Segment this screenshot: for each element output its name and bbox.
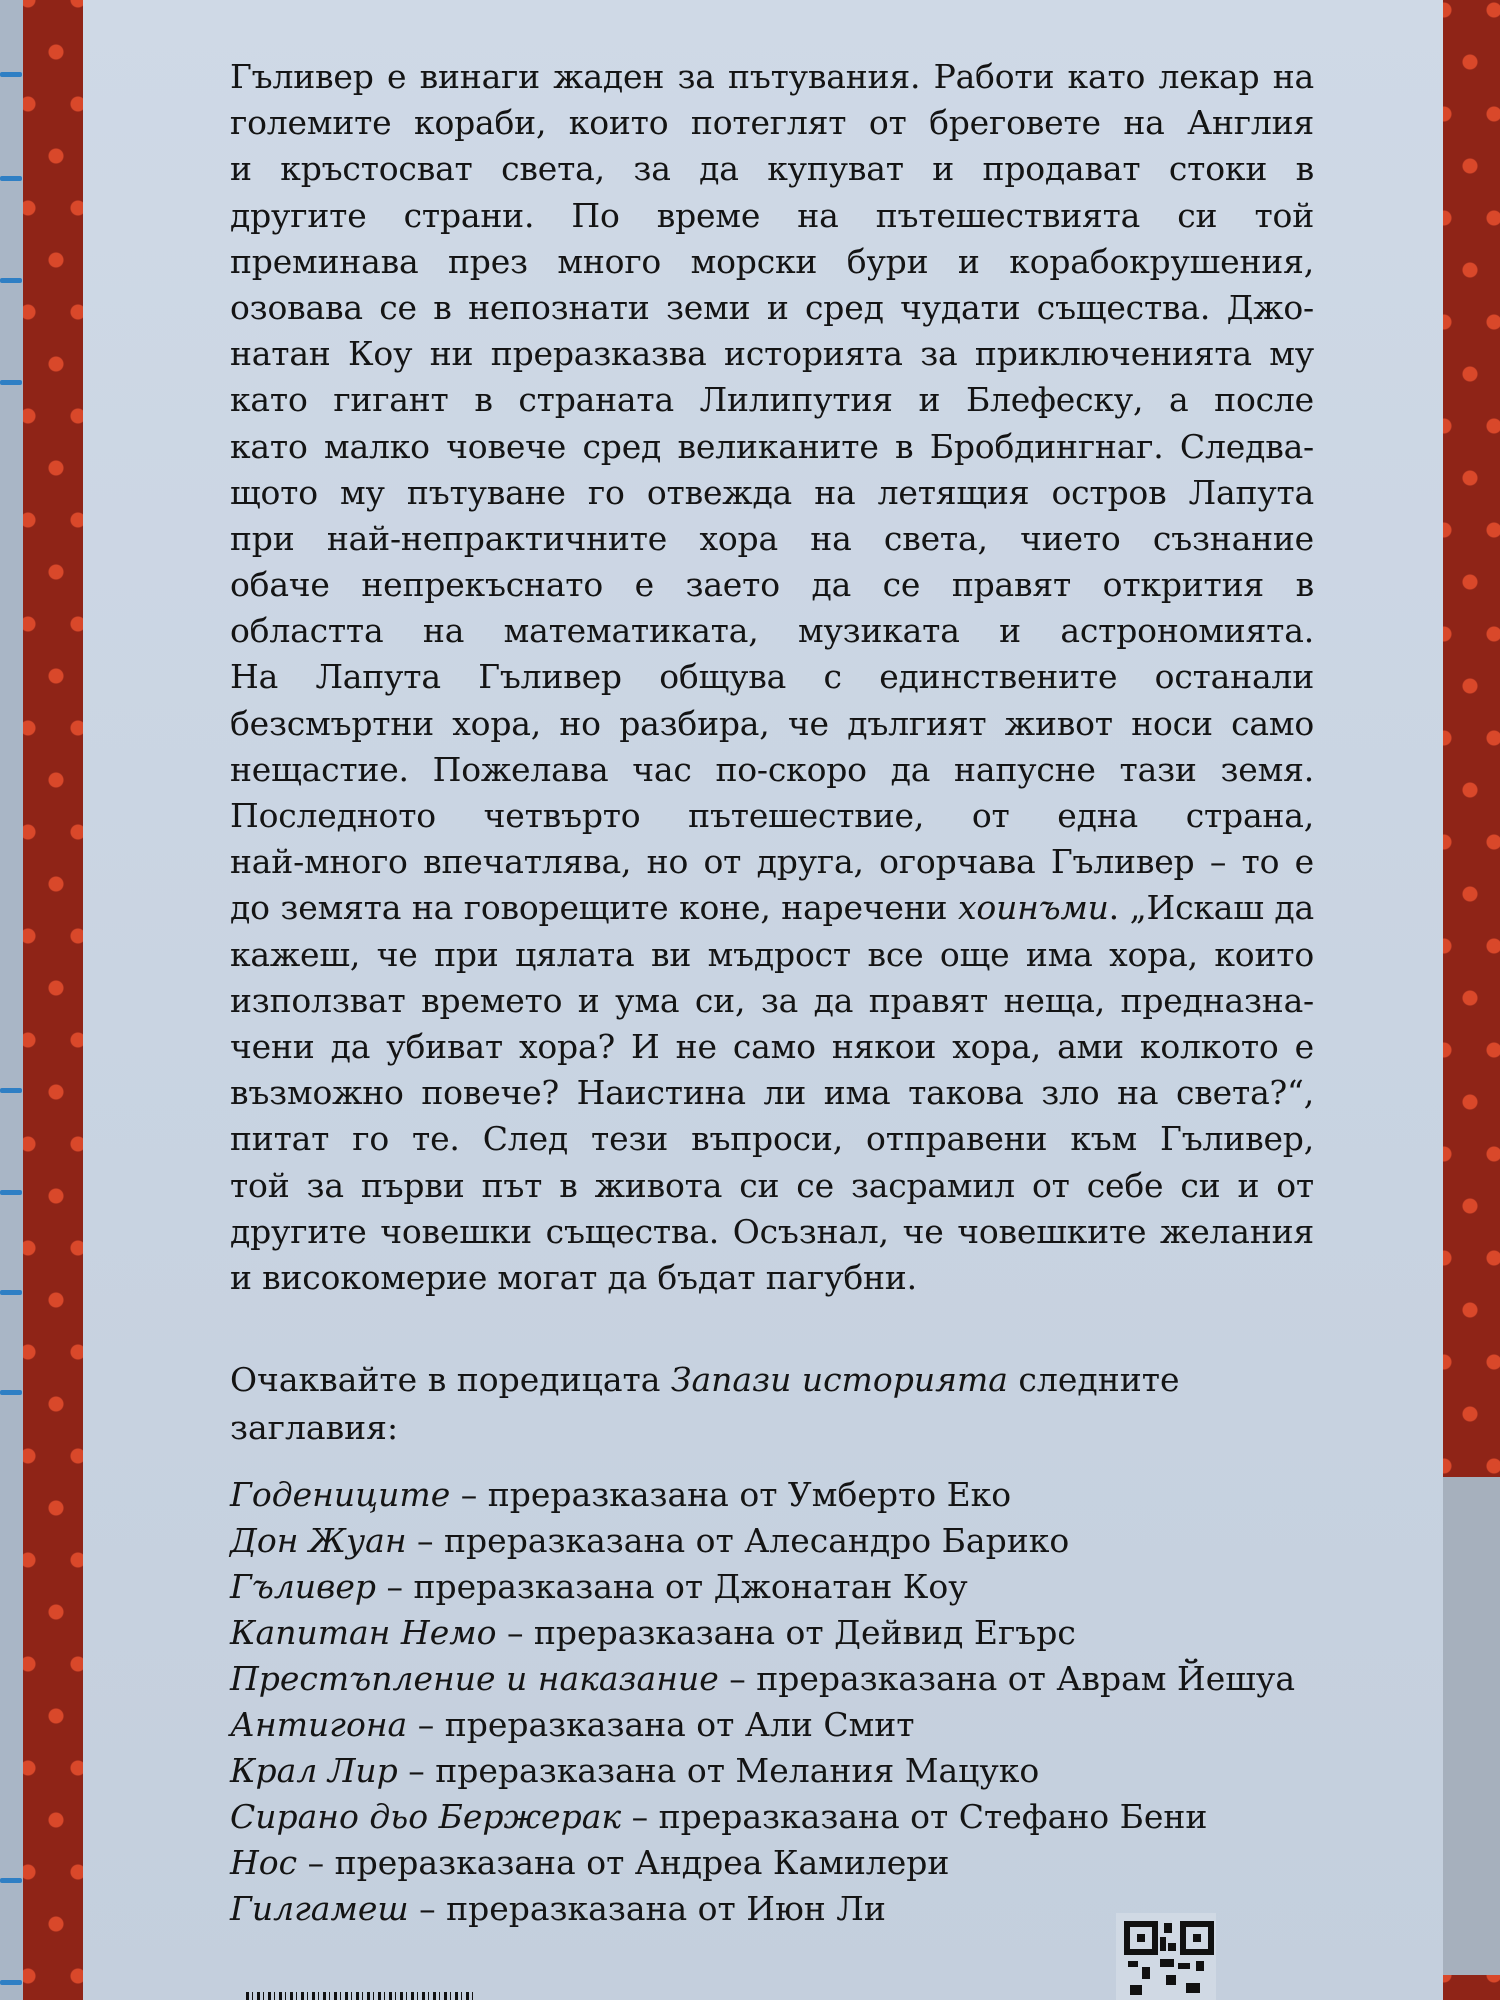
series-intro-text-end: следните <box>1007 1360 1180 1399</box>
series-list-item <box>230 1564 1330 1610</box>
spine-mark <box>0 380 22 385</box>
qr-code-icon <box>1116 1913 1216 2000</box>
series-list-item <box>230 1702 1330 1748</box>
spine-mark <box>0 1878 22 1883</box>
book-title: Дон Жуан <box>230 1521 407 1560</box>
book-title: Антигона <box>230 1705 408 1744</box>
blurb-line: големите кораби, които потеглят от бреговете на Англия <box>230 103 1314 143</box>
spine-mark <box>0 1290 22 1295</box>
blurb-line: другите страни. По време на пътешествията си той <box>230 195 1314 235</box>
book-title: Сирано дьо Бержерак <box>230 1797 622 1836</box>
barcode-icon <box>246 1992 476 2000</box>
qr-module <box>1166 1975 1176 1985</box>
book-title: Гилгамеш <box>230 1889 409 1928</box>
reteller-credit: – преразказана от Али Смит <box>407 1705 915 1744</box>
series-title-list <box>230 1472 1330 1932</box>
series-intro-text: Очаквайте в поредицата <box>230 1360 671 1399</box>
series-list-item <box>230 1840 1330 1886</box>
book-title: Гъливер <box>230 1567 376 1606</box>
qr-module <box>1168 1943 1176 1951</box>
series-list-item <box>230 1748 1330 1794</box>
blurb-italic-term: хоинъми <box>957 888 1109 928</box>
spine-mark <box>0 176 22 181</box>
qr-finder <box>1180 1921 1214 1955</box>
blurb-line: другите човешки същества. Осъзнал, че човешките желания <box>230 1211 1314 1251</box>
reteller-credit: – преразказана от Умберто Еко <box>450 1475 1012 1514</box>
blurb-line: На Лапута Гъливер общува с единствените останали <box>230 657 1314 697</box>
cover-edge-gap <box>1441 1477 1500 1975</box>
floral-border-left <box>23 0 83 2000</box>
blurb-line: и кръстосват света, за да купуват и продават стоки в <box>230 149 1314 189</box>
spine-mark <box>0 1390 22 1395</box>
blurb-line: най-много впечатлява, но от друга, огорчава Гъливер – то е <box>230 842 1314 882</box>
series-intro-line-1 <box>230 1356 1330 1404</box>
series-intro-line-2: заглавия: <box>230 1408 399 1447</box>
blurb-line: като малко човече сред великаните в Бробдингнаг. Следва- <box>230 426 1314 466</box>
blurb-text: . „Искаш да <box>1108 888 1314 928</box>
blurb-text: до земята на говорещите коне, наречени <box>230 888 958 928</box>
blurb-line: щото му пътуване го отвежда на летящия остров Лапута <box>230 472 1314 512</box>
series-intro <box>230 1356 1330 1452</box>
blurb-line <box>230 885 1314 931</box>
book-title: Годениците <box>230 1475 451 1514</box>
blurb-line: обаче непрекъснато е заето да се правят открития в <box>230 565 1314 605</box>
reteller-credit: – преразказана от Стефано Бени <box>621 1797 1208 1836</box>
blurb-line: озовава се в непознати земи и сред чудати същества. Джо- <box>230 287 1314 327</box>
series-name: Запази историята <box>670 1360 1008 1399</box>
qr-module <box>1196 1961 1204 1971</box>
reteller-credit: – преразказана от Джонатан Коу <box>375 1567 968 1606</box>
blurb-line: възможно повече? Наистина ли има такова зло на света?“, <box>230 1073 1314 1113</box>
qr-module <box>1186 1983 1200 1993</box>
qr-module <box>1160 1937 1166 1951</box>
blurb-line: преминава през много морски бури и корабокрушения, <box>230 241 1314 281</box>
spine-mark <box>0 1088 22 1093</box>
series-list-item <box>230 1610 1330 1656</box>
book-title: Престъпление и наказание <box>230 1659 719 1698</box>
reteller-credit: – преразказана от Андреа Камилери <box>297 1843 950 1882</box>
qr-finder <box>1124 1921 1158 1955</box>
blurb-line: областта на математиката, музиката и астрономията. <box>230 611 1314 651</box>
series-list-item <box>230 1518 1330 1564</box>
blurb-line: той за първи път в живота си се засрамил от себе си и от <box>230 1165 1314 1205</box>
blurb-line: при най-непрактичните хора на света, чието съзнание <box>230 518 1314 558</box>
adjacent-book-spine <box>0 0 24 2000</box>
blurb-line: чени да убиват хора? И не само някои хора, ами колкото е <box>230 1026 1314 1066</box>
reteller-credit: – преразказана от Июн Ли <box>408 1889 886 1928</box>
blurb-line: използват времето и ума си, за да правят неща, предназна- <box>230 980 1314 1020</box>
book-title: Нос <box>230 1843 298 1882</box>
reteller-credit: – преразказана от Аврам Йешуа <box>718 1659 1296 1698</box>
book-title: Крал Лир <box>230 1751 398 1790</box>
blurb-line: натан Коу ни преразказва историята за приключенията му <box>230 334 1314 374</box>
blurb-line: безсмъртни хора, но разбира, че дългият живот носи само <box>230 703 1314 743</box>
book-title: Капитан Немо <box>230 1613 497 1652</box>
qr-module <box>1128 1961 1138 1967</box>
series-list-item <box>230 1794 1330 1840</box>
blurb-line: питат го те. След тези въпроси, отправени към Гъливер, <box>230 1119 1314 1159</box>
floral-border-right <box>1443 0 1500 1477</box>
spine-mark <box>0 72 22 77</box>
qr-module <box>1178 1963 1190 1969</box>
spine-mark <box>0 1190 22 1195</box>
series-list-item <box>230 1472 1330 1518</box>
floral-border-right-bottom <box>1443 1975 1500 2000</box>
blurb-line: кажеш, че при цялата ви мъдрост все още има хора, които <box>230 934 1314 974</box>
qr-module <box>1130 1985 1142 1995</box>
spine-mark <box>0 278 22 283</box>
spine-mark <box>0 1980 22 1985</box>
series-list-item <box>230 1656 1330 1702</box>
blurb-paragraph <box>230 54 1314 1301</box>
qr-module <box>1142 1967 1150 1979</box>
reteller-credit: – преразказана от Алесандро Барико <box>406 1521 1070 1560</box>
qr-module <box>1164 1923 1172 1933</box>
blurb-line: като гигант в страната Лилипутия и Блефеску, а после <box>230 380 1314 420</box>
reteller-credit: – преразказана от Дейвид Егърс <box>496 1613 1076 1652</box>
reteller-credit: – преразказана от Мелания Мацуко <box>397 1751 1040 1790</box>
blurb-line: Гъливер е винаги жаден за пътувания. Работи като лекар на <box>230 57 1314 96</box>
blurb-line: нещастие. Пожелава час по-скоро да напусне тази земя. <box>230 749 1314 789</box>
blurb-line: и високомерие могат да бъдат пагубни. <box>230 1257 917 1297</box>
qr-module <box>1160 1959 1174 1967</box>
blurb-line: Последното четвърто пътешествие, от една страна, <box>230 796 1314 835</box>
